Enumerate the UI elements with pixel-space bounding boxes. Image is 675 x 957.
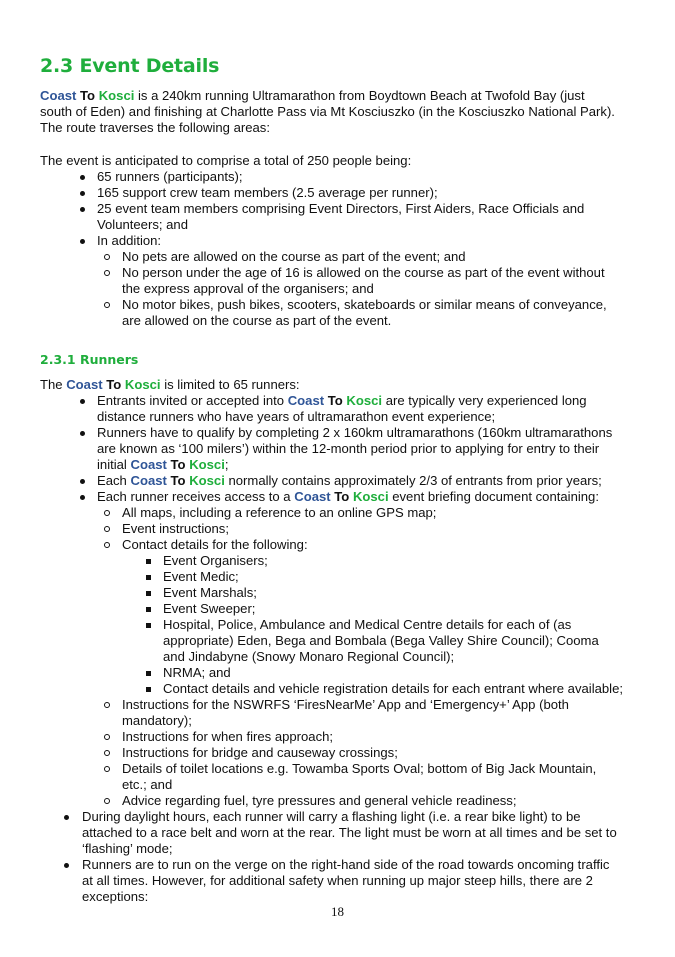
contact-nrma: NRMA; and — [163, 665, 231, 680]
people-bikes-1: No motor bikes, push bikes, scooters, skateboards or similar means of conveyance, — [122, 297, 607, 312]
runners-light-1: During daylight hours, each runner will carry a flashing light (i.e. a rear bike light) to be — [82, 809, 581, 824]
circle-bullet-icon — [104, 793, 110, 809]
people-crew: 165 support crew team members (2.5 average per runner); — [97, 185, 438, 200]
circle-bullet-icon — [104, 505, 110, 521]
people-runners: 65 runners (participants); — [97, 169, 243, 184]
contact-marshals: Event Marshals; — [163, 585, 257, 600]
people-team-2: Volunteers; and — [97, 217, 188, 232]
circle-bullet-icon — [104, 297, 110, 313]
brief-fuel: Advice regarding fuel, tyre pressures and general vehicle readiness; — [122, 793, 517, 808]
contact-hospital-3: and Jindabyne (Snowy Monaro Regional Council); — [163, 649, 455, 664]
brand-kosci: Kosci — [98, 88, 135, 103]
contact-medic: Event Medic; — [163, 569, 239, 584]
contact-sweeper: Event Sweeper; — [163, 601, 256, 616]
runners-light-2: attached to a race belt and worn at the rear. The light must be worn at all times and be set to — [82, 825, 617, 840]
runners-intro: The Coast To Kosci is limited to 65 runners: — [40, 377, 300, 392]
square-bullet-icon — [146, 617, 151, 633]
people-age-2: the express approval of the organisers; and — [122, 281, 374, 296]
bullet-icon — [80, 489, 85, 505]
people-pets: No pets are allowed on the course as part of the event; and — [122, 249, 466, 264]
square-bullet-icon — [146, 569, 151, 585]
square-bullet-icon — [146, 553, 151, 569]
brand-to: To — [80, 88, 96, 103]
brief-nswrfs-2: mandatory); — [122, 713, 192, 728]
bullet-icon — [80, 185, 85, 201]
runners-light-3: ‘flashing’ mode; — [82, 841, 173, 856]
runners-qualify-2: are known as ‘100 milers’) within the 12-month period prior to applying for entry to their — [97, 441, 600, 456]
bullet-icon — [80, 201, 85, 217]
circle-bullet-icon — [104, 697, 110, 713]
brief-toilet-2: etc.; and — [122, 777, 173, 792]
people-bikes-2: are allowed on the course as part of the event. — [122, 313, 392, 328]
intro-text-1: is a 240km running Ultramarathon from Boydtown Beach at Twofold Bay (just — [134, 88, 585, 103]
intro-line-2: south of Eden) and finishing at Charlotte Pass via Mt Kosciuszko (in the Kosciuszko National Park). — [40, 104, 615, 119]
runners-entrants-1: Entrants invited or accepted into Coast To Kosci are typically very experienced long — [97, 393, 587, 408]
runners-heading: 2.3.1 Runners — [40, 352, 139, 367]
contact-organisers: Event Organisers; — [163, 553, 268, 568]
brand-coast: Coast — [40, 88, 77, 103]
runners-qualify-1: Runners have to qualify by completing 2 x 160km ultramarathons (160km ultramarathons — [97, 425, 613, 440]
page-number: 18 — [331, 904, 344, 919]
circle-bullet-icon — [104, 745, 110, 761]
bullet-icon — [80, 393, 85, 409]
brief-toilet-1: Details of toilet locations e.g. Towamba Sports Oval; bottom of Big Jack Mountain, — [122, 761, 597, 776]
circle-bullet-icon — [104, 537, 110, 553]
circle-bullet-icon — [104, 249, 110, 265]
brief-maps: All maps, including a reference to an online GPS map; — [122, 505, 437, 520]
brief-contact: Contact details for the following: — [122, 537, 308, 552]
square-bullet-icon — [146, 601, 151, 617]
intro-paragraph — [40, 88, 640, 136]
people-intro: The event is anticipated to comprise a total of 250 people being: — [40, 153, 412, 168]
people-age-1: No person under the age of 16 is allowed on the course as part of the event without — [122, 265, 605, 280]
runners-entrants-2: distance runners who have years of ultramarathon event experience; — [97, 409, 496, 424]
people-team-1: 25 event team members comprising Event Directors, First Aiders, Race Officials and — [97, 201, 585, 216]
circle-bullet-icon — [104, 265, 110, 281]
circle-bullet-icon — [104, 761, 110, 777]
runners-verge-1: Runners are to run on the verge on the right-hand side of the road towards oncoming traffic — [82, 857, 610, 872]
contact-hospital-1: Hospital, Police, Ambulance and Medical Centre details for each of (as — [163, 617, 572, 632]
contact-hospital-2: appropriate) Eden, Bega and Bombala (Bega Valley Shire Council); Cooma — [163, 633, 599, 648]
runners-each: Each Coast To Kosci normally contains approximately 2/3 of entrants from prior years; — [97, 473, 602, 488]
bullet-icon — [80, 473, 85, 489]
square-bullet-icon — [146, 681, 151, 697]
runners-verge-2: at all times. However, for additional safety when running up major steep hills, there are 2 — [82, 873, 593, 888]
bullet-icon — [80, 169, 85, 185]
runners-verge-3: exceptions: — [82, 889, 149, 904]
bullet-icon — [80, 233, 85, 249]
contact-vehicle: Contact details and vehicle registration details for each entrant where available; — [163, 681, 624, 696]
bullet-icon — [64, 809, 69, 825]
runners-briefing: Each runner receives access to a Coast To Kosci event briefing document containing: — [97, 489, 599, 504]
section-title: 2.3 Event Details — [40, 55, 220, 77]
circle-bullet-icon — [104, 729, 110, 745]
brief-instructions: Event instructions; — [122, 521, 229, 536]
circle-bullet-icon — [104, 521, 110, 537]
people-addition: In addition: — [97, 233, 162, 248]
intro-line-3: The route traverses the following areas: — [40, 120, 270, 135]
bullet-icon — [80, 425, 85, 441]
brief-nswrfs-1: Instructions for the NSWRFS ‘FiresNearMe’ App and ‘Emergency+’ App (both — [122, 697, 569, 712]
brief-bridge: Instructions for bridge and causeway crossings; — [122, 745, 398, 760]
bullet-icon — [64, 857, 69, 873]
intro-line-1 — [40, 88, 640, 104]
square-bullet-icon — [146, 665, 151, 681]
brief-fires: Instructions for when fires approach; — [122, 729, 334, 744]
square-bullet-icon — [146, 585, 151, 601]
runners-qualify-3: initial Coast To Kosci; — [97, 457, 229, 472]
